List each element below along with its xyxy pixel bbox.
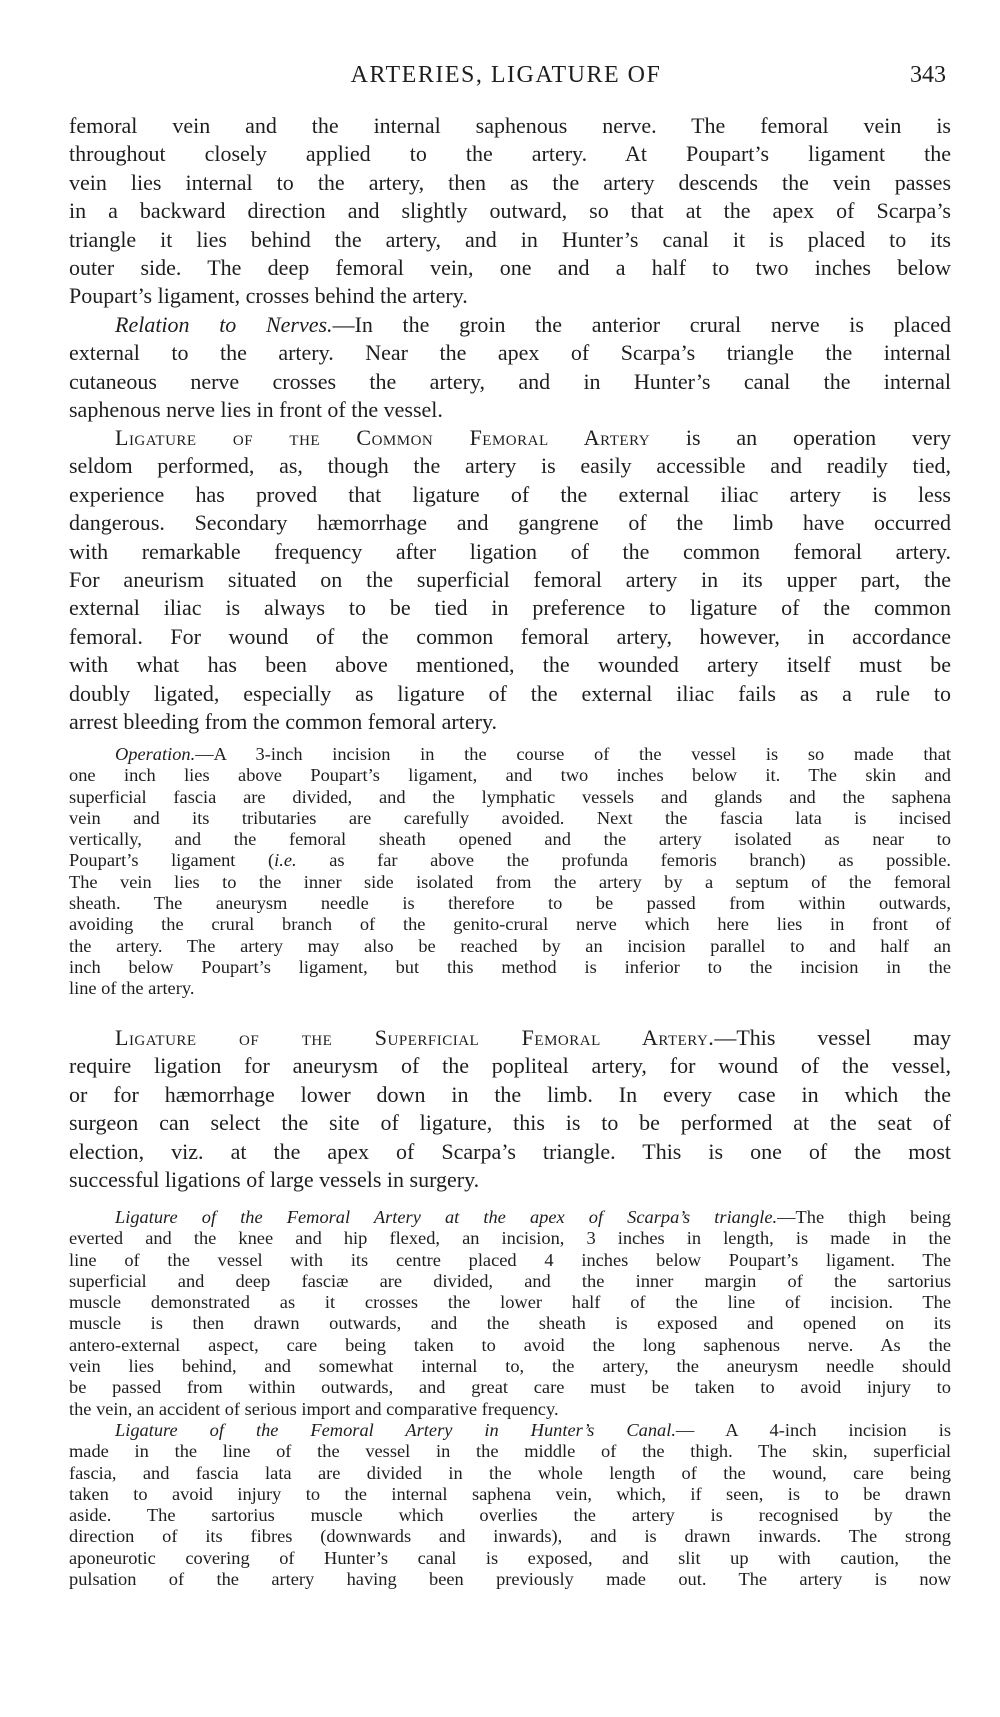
text-line: Relation to Nerves.—In the groin the anterior crural nerve is placed xyxy=(115,312,951,337)
text-line: pulsation of the artery having been previously made out. The artery is now xyxy=(69,1569,951,1590)
text-line: the vein, an accident of serious import and comparative frequency. xyxy=(69,1398,559,1419)
text-line: be passed from within outwards, and great care must be taken to avoid injury to xyxy=(69,1377,951,1398)
text-line: external iliac is always to be tied in preference to ligature of the common xyxy=(69,595,951,621)
text-line: election, viz. at the apex of Scarpa’s triangle. This is one of the most xyxy=(69,1138,951,1164)
text-line: direction of its fibres (downwards and inwards), and is drawn inwards. The strong xyxy=(69,1526,951,1547)
text-line: muscle is then drawn outwards, and the sheath is exposed and opened on its xyxy=(69,1313,951,1334)
text-line: The vein lies to the inner side isolated from the artery by a septum of the femoral xyxy=(69,871,951,892)
text-line: require ligation for aneurysm of the popliteal artery, for wound of the vessel, xyxy=(69,1053,951,1079)
text-line: Ligature of the Common Femoral Artery is an operation very xyxy=(115,425,952,450)
paragraph-relation-to-nerves xyxy=(69,311,951,425)
text-line: taken to avoid injury to the internal saphena vein, which, if seen, is to be drawn xyxy=(69,1483,951,1504)
text-line: successful ligations of large vessels in surgery. xyxy=(69,1167,480,1193)
text-line: Operation.—A 3-inch incision in the course of the vessel is so made that xyxy=(115,744,951,764)
text-line: dangerous. Secondary hæmorrhage and gangrene of the limb have occurred xyxy=(69,510,951,536)
text-line: Poupart’s ligament (i.e. as far above the profunda femoris branch) as possible. xyxy=(69,850,951,871)
text-line: vein lies internal to the artery, then as the artery descends the vein passes xyxy=(69,169,951,195)
section-heading: Operation. xyxy=(115,744,196,764)
text-line: with what has been above mentioned, the wounded artery itself must be xyxy=(69,652,951,678)
running-title: ARTERIES, LIGATURE OF xyxy=(350,62,662,88)
text-line: surgeon can select the site of ligature, this is to be performed at the seat of xyxy=(69,1110,951,1136)
text-line: femoral. For wound of the common femoral artery, however, in accordance xyxy=(69,623,951,649)
text-line: superficial and deep fasciæ are divided, and the inner margin of the sartorius xyxy=(69,1270,951,1291)
text-line: vein and its tributaries are carefully avoided. Next the fascia lata is incised xyxy=(69,807,951,828)
text-line: vertically, and the femoral sheath opened and the artery isolated as near to xyxy=(69,829,951,850)
text-line: superficial fascia are divided, and the lymphatic vessels and glands and the saphena xyxy=(69,786,951,807)
text-line: aponeurotic covering of Hunter’s canal is exposed, and slit up with caution, the xyxy=(69,1547,951,1568)
text-line: avoiding the crural branch of the genito-crural nerve which here lies in front of xyxy=(69,914,951,935)
text-line: vein lies behind, and somewhat internal to, the artery, the aneurysm needle should xyxy=(69,1356,951,1377)
section-heading: Relation to Nerves. xyxy=(115,312,333,337)
text-line: experience has proved that ligature of the external iliac artery is less xyxy=(69,481,951,507)
text-line: For aneurism situated on the superficial femoral artery in its upper part, the xyxy=(69,567,951,593)
text-line: sheath. The aneurysm needle is therefore to be passed from within outwards, xyxy=(69,893,951,914)
text-line: cutaneous nerve crosses the artery, and in Hunter’s canal the internal xyxy=(69,368,951,394)
text-line: muscle demonstrated as it crosses the lower half of the line of incision. The xyxy=(69,1292,951,1313)
paragraph-scarpas-triangle xyxy=(69,1207,951,1420)
text-line: outer side. The deep femoral vein, one and a half to two inches below xyxy=(69,255,951,281)
text-line: with remarkable frequency after ligation of the common femoral artery. xyxy=(69,538,951,564)
text-line: Poupart’s ligament, crosses behind the artery. xyxy=(69,283,468,309)
text-line: the artery. The artery may also be reached by an incision parallel to and half an xyxy=(69,935,951,956)
text-line: fascia, and fascia lata are divided in the whole length of the wound, care being xyxy=(69,1462,951,1483)
text-line: one inch lies above Poupart’s ligament, and two inches below it. The skin and xyxy=(69,765,951,786)
section-heading: Ligature of the Superficial Femoral Artery. xyxy=(115,1025,715,1050)
text-line: saphenous nerve lies in front of the vessel. xyxy=(69,397,443,423)
paragraph-operation xyxy=(69,744,951,1000)
page-header xyxy=(66,62,946,102)
text-line: triangle it lies behind the artery, and in Hunter’s canal it is placed to its xyxy=(69,226,951,252)
text-line: Ligature of the Superficial Femoral Artery.—This vessel may xyxy=(115,1025,951,1050)
page-number: 343 xyxy=(910,62,946,88)
text-line: line of the artery. xyxy=(69,978,195,999)
text-line: inch below Poupart’s ligament, but this method is inferior to the incision in the xyxy=(69,956,951,977)
text-line: line of the vessel with its centre placed 4 inches below Poupart’s ligament. The xyxy=(69,1249,951,1270)
text-line: external to the artery. Near the apex of Scarpa’s triangle the internal xyxy=(69,340,951,366)
section-heading: Ligature of the Femoral Artery at the apex of Scarpa’s triangle. xyxy=(115,1207,778,1227)
paragraph-hunters-canal xyxy=(69,1420,951,1590)
text-line: made in the line of the vessel in the middle of the thigh. The skin, superficial xyxy=(69,1441,951,1462)
text-line: everted and the knee and hip flexed, an incision, 3 inches in length, is made in the xyxy=(69,1228,951,1249)
paragraph-superficial-femoral xyxy=(69,1024,951,1194)
text-line: Ligature of the Femoral Artery at the apex of Scarpa’s triangle.—The thigh being xyxy=(115,1207,951,1227)
paragraph-common-femoral xyxy=(69,424,951,736)
section-heading: Ligature of the Femoral Artery in Hunter’s Canal. xyxy=(115,1420,676,1440)
text-line: throughout closely applied to the artery. At Poupart’s ligament the xyxy=(69,141,951,167)
text-line: or for hæmorrhage lower down in the limb. In every case in which the xyxy=(69,1081,951,1107)
text-line: Ligature of the Femoral Artery in Hunter’s Canal.— A 4-inch incision is xyxy=(115,1420,952,1440)
text-line: seldom performed, as, though the artery is easily accessible and readily tied, xyxy=(69,453,951,479)
text-line: arrest bleeding from the common femoral artery. xyxy=(69,709,498,735)
text-line: doubly ligated, especially as ligature of the external iliac fails as a rule to xyxy=(69,680,951,706)
section-heading: Ligature of the Common Femoral Artery xyxy=(115,425,651,450)
text-line: antero-external aspect, care being taken to avoid the long saphenous nerve. As the xyxy=(69,1334,951,1355)
text-line: aside. The sartorius muscle which overlies the artery is recognised by the xyxy=(69,1505,951,1526)
text-line: femoral vein and the internal saphenous nerve. The femoral vein is xyxy=(69,113,951,138)
paragraph-femoral-vein xyxy=(69,112,951,311)
text-line: in a backward direction and slightly outward, so that at the apex of Scarpa’s xyxy=(69,198,951,224)
